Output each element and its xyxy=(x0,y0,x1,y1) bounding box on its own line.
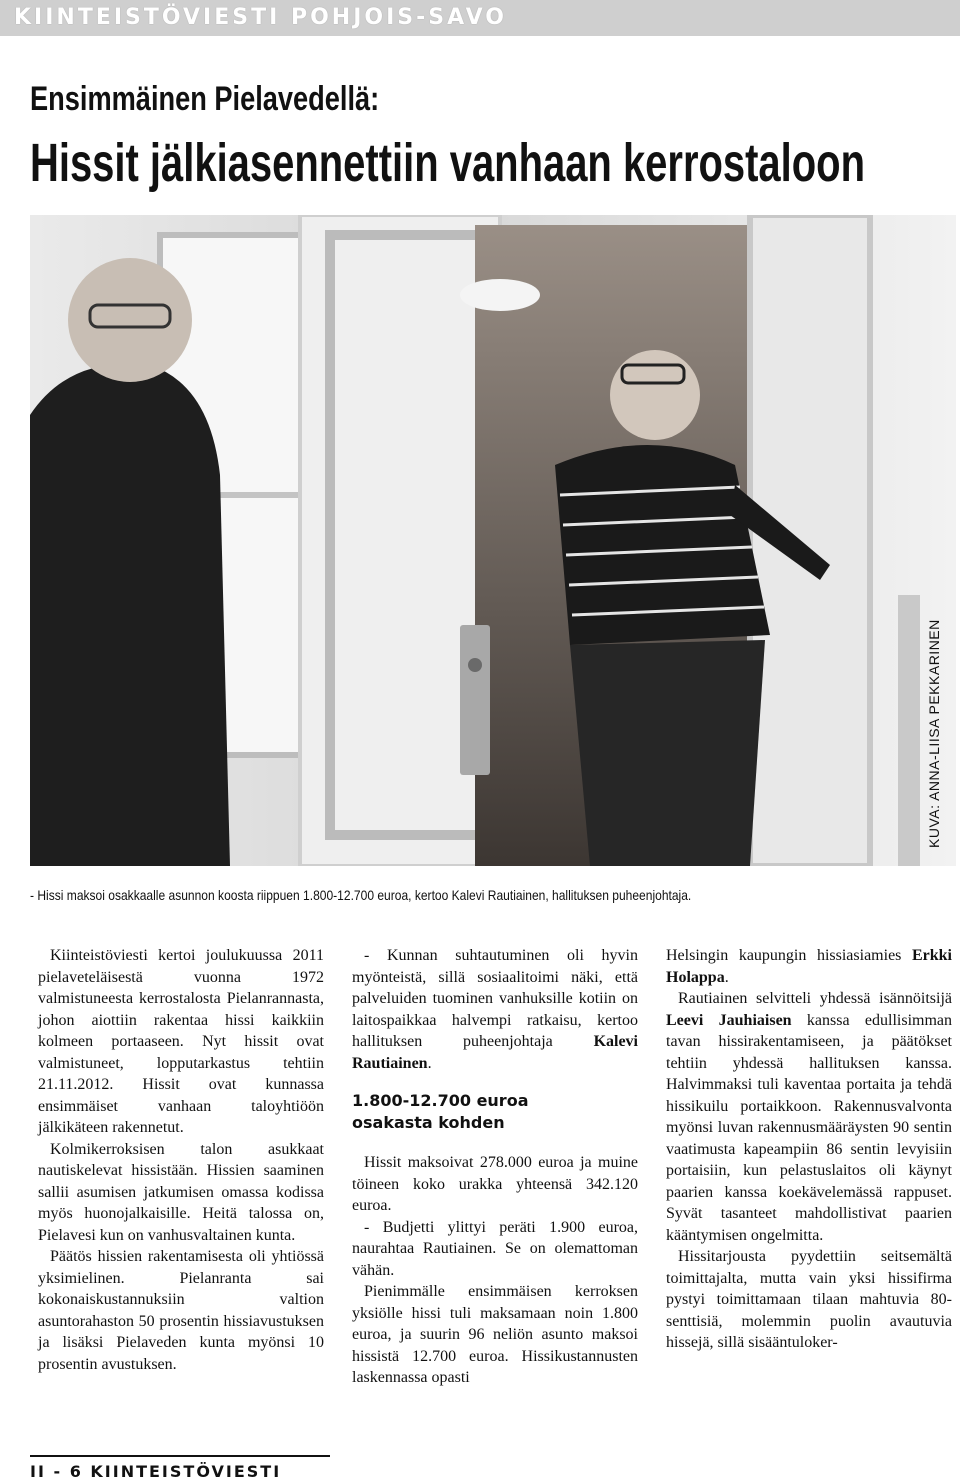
article-kicker: Ensimmäinen Pielavedellä: xyxy=(30,80,380,118)
photo-credit: KUVA: ANNA-LIISA PEKKARINEN xyxy=(926,619,942,848)
photo-caption: - Hissi maksoi osakkaalle asunnon koosta riippuen 1.800-12.700 euroa, kertoo Kalevi Rautiainen, hallituksen puheenjohtaja. xyxy=(30,887,692,903)
paragraph: - Kunnan suhtautuminen oli hyvin myönteistä, sillä sosiaalitoimi näki, että palveluiden tuominen vanhuksille kotiin on laitospaikkaa halvempi ratkaisu, kertoo hallituksen puheenjohtaja Kalevi Rautiainen. xyxy=(352,947,638,1072)
article-column-2 xyxy=(352,945,638,1389)
person-name: Leevi Jauhiaisen xyxy=(666,1011,792,1029)
article-headline: Hissit jälkiasennettiin vanhaan kerrostaloon xyxy=(30,133,865,193)
paragraph: Kolmikerroksisen talon asukkaat nautiskelevat hissistään. Hissien saaminen sallii asumisen jatkumisen omassa kodissa myös huonojalkaisille. Heitä talossa on, Pielavesi kun on vanhusvaltainen kunta. xyxy=(38,1140,324,1244)
person-name: Erkki Holappa xyxy=(666,947,952,986)
subheading: 1.800-12.700 euroa osakasta kohden xyxy=(352,1091,529,1132)
masthead xyxy=(0,0,960,36)
person-name: Kalevi Rautiainen xyxy=(352,1033,638,1072)
footer-rule xyxy=(30,1455,330,1457)
elevator-photo-illustration xyxy=(30,215,956,866)
paragraph: Rautiainen selvitteli yhdessä isännöitsijä Leevi Jauhiaisen kanssa edullisimman tavan hissirakentamiseen, ja päätökset tehtiin yhdessä hallituksen kanssa. Halvimmaksi tuli kaventaa portaita ja tehdä hissikuilu portaikkoon. Rakennusvalvonta myönsi luvan rakennusmääräysten 90 sentin vaatimusta kapeampiin 86 sentin levyisiin portaisiin, kun pelastuslaitos oli käynyt paarien kanssa koekävelemässä rappuset. Syvät tasanteet mahdollistivat paarien kääntymisen ongelmitta. xyxy=(666,990,953,1244)
paragraph: Päätös hissien rakentamisesta oli yhtiössä yksimielinen. Pielanranta sai kokonaiskustannuksiin valtion asuntorahaston 50 prosentin hissiavustuksen ja lisäksi Pielaveden kunta myönsi 10 prosentin avustuksen. xyxy=(38,1248,324,1373)
paragraph: Hissitarjousta pyydettiin seitsemältä toimittajalta, mutta vain yksi hissifirma pystyi toimittamaan tilaan mahtuvia 80-senttisiä, molemmin puolin avautuvia hissejä, sillä sisääntuloker- xyxy=(666,1248,952,1351)
masthead-title: KIINTEISTÖVIESTI POHJOIS-SAVO xyxy=(14,5,507,30)
paragraph: Kiinteistöviesti kertoi joulukuussa 2011 pielaveteläisestä vuonna 1972 valmistuneesta kerrostalosta Pielanrannasta, johon aiottiin rakentaa hissi kaikkiin kolmeen portaaseen. Nyt hissit ovat valmistuneet, lopputarkastus tehtiin 21.11.2012. Hissit ovat kunnassa ensimmäiset vanhaan taloyhtiöön jälkikäteen rakennetut. xyxy=(38,947,324,1136)
article-column-1 xyxy=(38,945,324,1375)
article-photo xyxy=(30,215,956,866)
paragraph: Hissit maksoivat 278.000 euroa ja muine töineen koko urakka yhteensä 342.120 euroa. xyxy=(352,1154,638,1214)
paragraph: Helsingin kaupungin hissiasiamies Erkki Holappa. xyxy=(666,947,952,986)
paragraph: - Budjetti ylittyi peräti 1.900 euroa, naurahtaa Rautiainen. Se on olemattoman vähän. xyxy=(352,1218,638,1279)
page-footer: II - 6 KIINTEISTÖVIESTI xyxy=(30,1462,282,1481)
paragraph: Pienimmälle ensimmäisen kerroksen yksiölle hissi tuli maksamaan noin 1.800 euroa, ja suurin 96 neliön asunto maksoi hissistä 12.700 euroa. Hissikustannusten laskennassa opasti xyxy=(352,1283,638,1386)
article-column-3 xyxy=(666,945,952,1354)
